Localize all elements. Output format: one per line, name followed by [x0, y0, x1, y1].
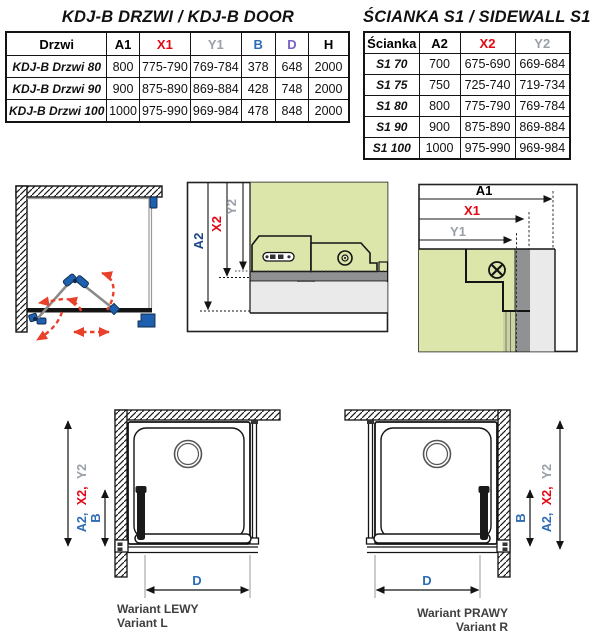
column-header-a1: A1: [107, 32, 139, 56]
value-cell: 725-740: [460, 75, 515, 96]
sidewall-table: [363, 31, 571, 160]
value-cell: 378: [241, 56, 275, 78]
sidewall-glass: [250, 420, 259, 544]
column-header-b: B: [241, 32, 275, 56]
folded-door-panels: [38, 284, 115, 318]
table-row: [364, 117, 570, 138]
variant-left-caption-en: Variant L: [117, 616, 168, 630]
value-cell: 428: [241, 78, 275, 100]
dim-label-b: B: [513, 513, 528, 523]
row-name-cell: S1 70: [364, 54, 419, 75]
row-name-cell: KDJ-B Drzwi 100: [6, 100, 107, 123]
value-cell: 769-784: [515, 96, 570, 117]
center-hinge-dot: [73, 279, 77, 283]
variant-right-caption: [360, 606, 508, 634]
dim-label-a2x2y2: A2, X2, Y2: [540, 463, 554, 533]
slot-detail: [263, 253, 294, 262]
column-header-a2: A2: [419, 32, 460, 54]
glass-wall-section: [419, 249, 555, 352]
value-cell: 750: [419, 75, 460, 96]
dim-label-a2x2y2: A2, X2, Y2: [75, 463, 89, 533]
value-cell: 2000: [309, 78, 349, 100]
value-cell: 975-990: [460, 138, 515, 160]
column-header-h: H: [309, 32, 349, 56]
sidewall-section-diagram: [185, 180, 391, 334]
column-header-d: D: [275, 32, 308, 56]
value-cell: 675-690: [460, 54, 515, 75]
door-table-header-row: [6, 32, 349, 56]
table-row: [364, 54, 570, 75]
row-name-cell: S1 80: [364, 96, 419, 117]
value-cell: 719-734: [515, 75, 570, 96]
dim-label-a1: A1: [475, 183, 493, 198]
table-row: [6, 56, 349, 78]
value-cell: 969-984: [515, 138, 570, 160]
row-name-cell: KDJ-B Drzwi 80: [6, 56, 107, 78]
table-row: [364, 138, 570, 160]
row-name-cell: S1 90: [364, 117, 419, 138]
value-cell: 769-784: [191, 56, 241, 78]
table-row: [6, 100, 349, 123]
variant-left-diagram: [58, 400, 293, 605]
value-cell: 478: [241, 100, 275, 123]
value-cell: 1000: [107, 100, 139, 123]
value-cell: 775-790: [139, 56, 190, 78]
column-header-ścianka: Ścianka: [364, 32, 419, 54]
variant-left-caption-pl: Wariant LEWY: [117, 602, 199, 616]
value-cell: 700: [419, 54, 460, 75]
value-cell: 1000: [419, 138, 460, 160]
value-cell: 900: [419, 117, 460, 138]
row-name-cell: KDJ-B Drzwi 90: [6, 78, 107, 100]
door-table-block: [5, 8, 351, 123]
door-table: [5, 31, 350, 123]
value-cell: 2000: [309, 56, 349, 78]
value-cell: 869-884: [191, 78, 241, 100]
dim-label-x1: X1: [464, 203, 480, 218]
row-name-cell: S1 75: [364, 75, 419, 96]
dim-label-d: D: [192, 573, 202, 588]
row-name-cell: S1 100: [364, 138, 419, 160]
value-cell: 648: [275, 56, 308, 78]
hinge-pivot-dot: [33, 317, 37, 321]
variant-right-caption-pl: Wariant PRAWY: [417, 606, 508, 620]
variant-right-caption-en: Variant R: [455, 620, 508, 634]
value-cell: 2000: [309, 100, 349, 123]
table-row: [364, 75, 570, 96]
value-cell: 969-984: [191, 100, 241, 123]
column-header-drzwi: Drzwi: [6, 32, 107, 56]
column-header-x2: X2: [460, 32, 515, 54]
column-header-x1: X1: [139, 32, 190, 56]
variant-left-caption: [117, 602, 199, 630]
sidewall-glass: [367, 420, 376, 544]
enclosure-outline: [27, 199, 152, 309]
door-section-diagram: [416, 182, 580, 354]
sidewall-table-header-row: [364, 32, 570, 54]
door-table-title: KDJ-B DRZWI / KDJ-B DOOR: [61, 8, 295, 26]
value-cell: 869-884: [515, 117, 570, 138]
value-cell: 875-890: [460, 117, 515, 138]
sidewall-table-block: [363, 8, 609, 160]
value-cell: 875-890: [139, 78, 190, 100]
value-cell: 800: [419, 96, 460, 117]
value-cell: 669-684: [515, 54, 570, 75]
value-cell: 748: [275, 78, 308, 100]
table-row: [6, 78, 349, 100]
door-swing-plan-diagram: [8, 183, 166, 351]
dim-label-b: B: [88, 513, 103, 523]
dim-label-y1: Y1: [450, 224, 466, 239]
value-cell: 900: [107, 78, 139, 100]
sidewall-table-title: ŚCIANKA S1 / SIDEWALL S1: [363, 8, 591, 26]
dim-label-x2: X2: [209, 216, 224, 232]
variant-right-diagram: [338, 400, 573, 605]
table-row: [364, 96, 570, 117]
value-cell: 800: [107, 56, 139, 78]
dim-label-a2: A2: [191, 232, 206, 250]
value-cell: 775-790: [460, 96, 515, 117]
dim-label-y2: Y2: [224, 199, 239, 215]
value-cell: 975-990: [139, 100, 190, 123]
screw-icon: [338, 251, 352, 265]
dim-label-d: D: [422, 573, 432, 588]
column-header-y1: Y1: [191, 32, 241, 56]
value-cell: 848: [275, 100, 308, 123]
column-header-y2: Y2: [515, 32, 570, 54]
